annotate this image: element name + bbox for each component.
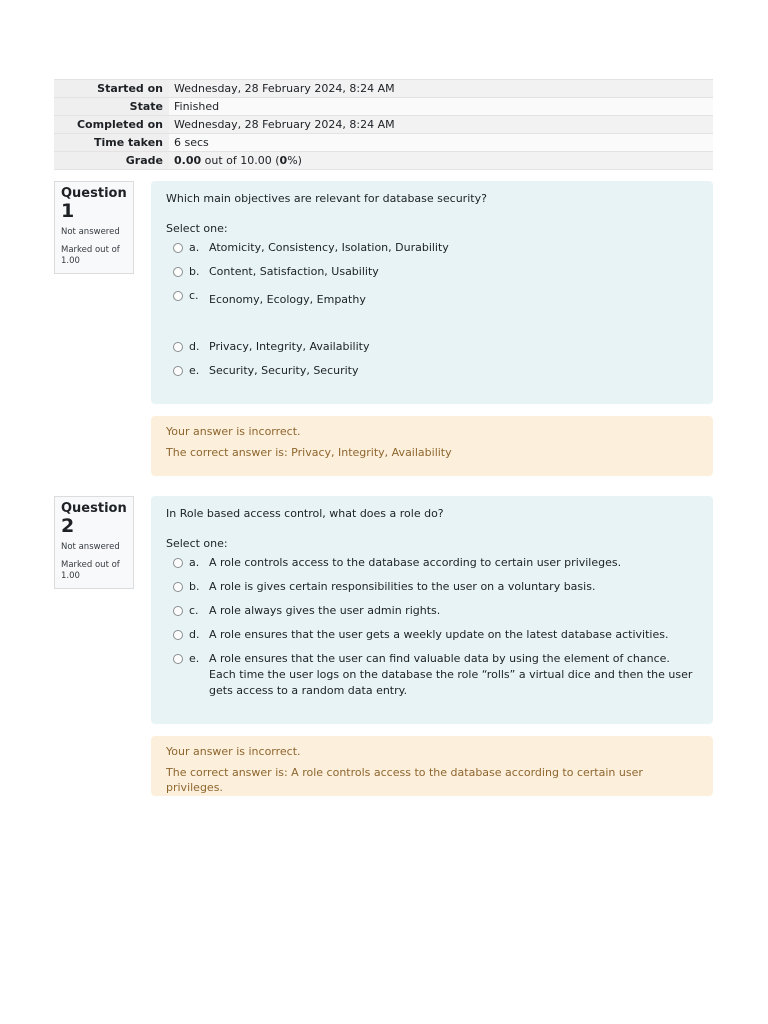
answer-text[interactable]: Privacy, Integrity, Availability <box>209 340 370 353</box>
question-marks: Marked out of 1.00 <box>61 560 120 581</box>
radio-button[interactable] <box>173 267 183 277</box>
summary-value: Wednesday, 28 February 2024, 8:24 AM <box>169 80 713 98</box>
radio-button[interactable] <box>173 654 183 664</box>
answer-letter: c. <box>189 604 199 617</box>
radio-button[interactable] <box>173 366 183 376</box>
feedback-result: Your answer is incorrect. <box>166 425 301 438</box>
select-one-prompt: Select one: <box>166 222 228 235</box>
feedback-1 <box>151 416 713 476</box>
answer-text[interactable]: A role always gives the user admin rights. <box>209 604 441 617</box>
answer-letter: d. <box>189 340 200 353</box>
question-info-2 <box>54 496 134 589</box>
summary-label: Completed on <box>54 116 169 134</box>
summary-row-started <box>54 80 713 98</box>
summary-value: Wednesday, 28 February 2024, 8:24 AM <box>169 116 713 134</box>
question-content-1 <box>151 181 713 404</box>
question-text: Which main objectives are relevant for database security? <box>166 192 487 205</box>
radio-button[interactable] <box>173 582 183 592</box>
answer-text[interactable]: A role ensures that the user gets a weekly update on the latest database activities. <box>209 628 669 641</box>
summary-label: Grade <box>54 152 169 170</box>
answer-letter: c. <box>189 289 199 302</box>
answer-text[interactable]: A role is gives certain responsibilities to the user on a voluntary basis. <box>209 580 596 593</box>
radio-button[interactable] <box>173 558 183 568</box>
answer-option-b[interactable] <box>166 579 698 595</box>
summary-value <box>169 152 713 170</box>
answer-option-d[interactable] <box>166 627 698 643</box>
question-status: Not answered <box>61 227 120 237</box>
grade-percent: 0 <box>279 154 288 167</box>
answer-option-a[interactable] <box>166 555 698 571</box>
summary-row-grade <box>54 152 713 170</box>
feedback-result: Your answer is incorrect. <box>166 745 301 758</box>
summary-value: 6 secs <box>169 134 713 152</box>
answer-letter: e. <box>189 652 200 665</box>
answer-option-e[interactable] <box>166 651 698 699</box>
summary-label: Time taken <box>54 134 169 152</box>
grade-out-of: out of 10.00 ( <box>201 154 280 167</box>
radio-button[interactable] <box>173 630 183 640</box>
answer-letter: b. <box>189 265 200 278</box>
answer-letter: b. <box>189 580 200 593</box>
question-number: 2 <box>61 515 75 537</box>
summary-row-time <box>54 134 713 152</box>
select-one-prompt: Select one: <box>166 537 228 550</box>
question-text: In Role based access control, what does a role do? <box>166 507 444 520</box>
answer-text[interactable]: Security, Security, Security <box>209 364 359 377</box>
answer-text[interactable]: Content, Satisfaction, Usability <box>209 265 379 278</box>
answer-list <box>166 555 698 699</box>
answer-option-a[interactable] <box>166 240 698 256</box>
answer-option-b[interactable] <box>166 264 698 280</box>
summary-row-state <box>54 98 713 116</box>
answer-text[interactable]: Economy, Ecology, Empathy <box>209 293 366 306</box>
radio-button[interactable] <box>173 342 183 352</box>
answer-letter: d. <box>189 628 200 641</box>
question-status: Not answered <box>61 542 120 552</box>
answer-letter: a. <box>189 241 200 254</box>
answer-letter: e. <box>189 364 200 377</box>
answer-list <box>166 240 698 379</box>
radio-button[interactable] <box>173 243 183 253</box>
summary-row-completed <box>54 116 713 134</box>
answer-text[interactable]: Atomicity, Consistency, Isolation, Durability <box>209 241 449 254</box>
summary-label: State <box>54 98 169 116</box>
answer-option-d[interactable] <box>166 339 698 355</box>
question-content-2 <box>151 496 713 724</box>
question-number: 1 <box>61 200 75 222</box>
question-word: Question <box>61 501 127 516</box>
answer-letter: a. <box>189 556 200 569</box>
feedback-2 <box>151 736 713 796</box>
radio-button[interactable] <box>173 291 183 301</box>
answer-text[interactable]: A role ensures that the user can find valuable data by using the element of chance. Each time the user logs on the database the role “rolls” a virtual dice and then the user gets access to a random data entry. <box>209 652 693 697</box>
question-marks: Marked out of 1.00 <box>61 245 120 266</box>
answer-option-c[interactable] <box>166 288 698 331</box>
radio-button[interactable] <box>173 606 183 616</box>
summary-value: Finished <box>169 98 713 116</box>
grade-score: 0.00 <box>174 154 202 167</box>
grade-suffix: %) <box>287 154 302 167</box>
answer-option-e[interactable] <box>166 363 698 379</box>
question-word: Question <box>61 186 127 201</box>
feedback-correct-answer: The correct answer is: A role controls access to the database according to certain user privileges. <box>166 766 643 794</box>
feedback-correct-answer: The correct answer is: Privacy, Integrity, Availability <box>166 446 452 459</box>
attempt-summary-table <box>54 79 713 170</box>
answer-text[interactable]: A role controls access to the database according to certain user privileges. <box>209 556 622 569</box>
question-info-1 <box>54 181 134 274</box>
summary-label: Started on <box>54 80 169 98</box>
answer-option-c[interactable] <box>166 603 698 619</box>
